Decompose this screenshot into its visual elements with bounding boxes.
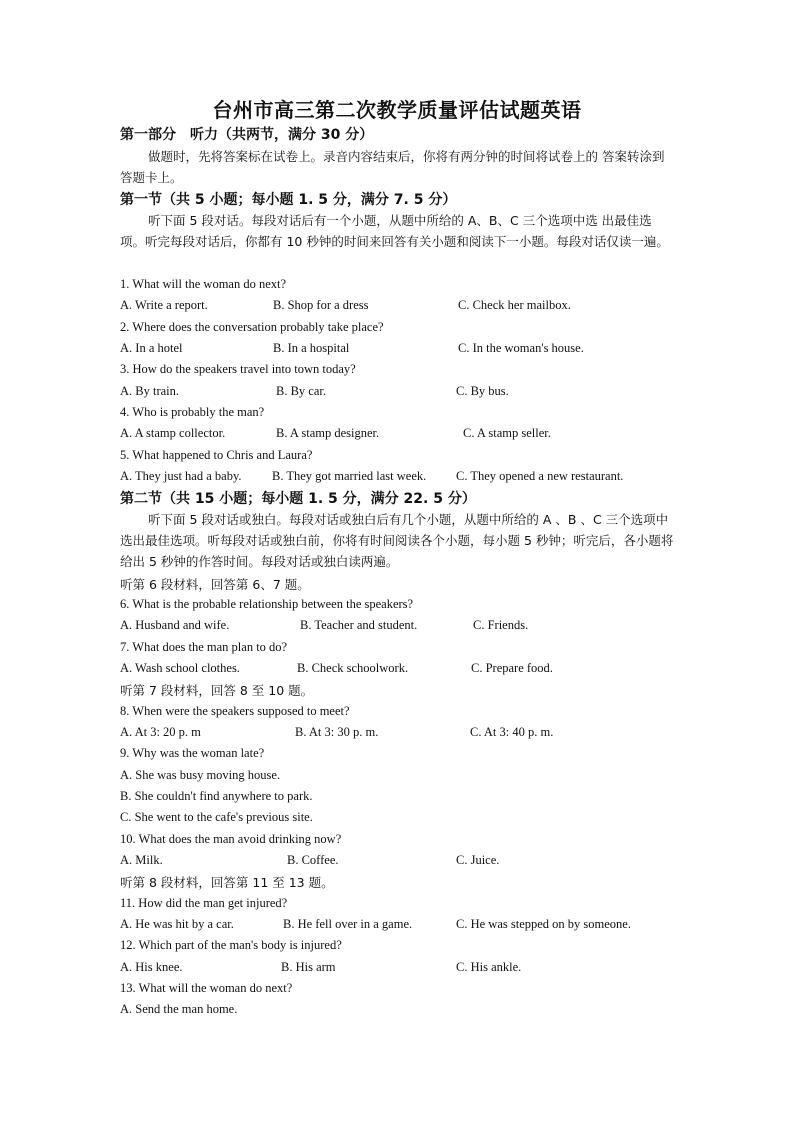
q11-option-c: C. He was stepped on by someone. xyxy=(456,917,631,931)
q5-option-c: C. They opened a new restaurant. xyxy=(456,469,624,483)
part1-intro: 做题时，先将答案标在试卷上。录音内容结束后，你将有两分钟的时间将试卷上的 答案转涂到答题卡上。 xyxy=(120,149,665,186)
question-5: 5. What happened to Chris and Laura? xyxy=(120,448,313,462)
section2-heading: 第二节（共 15 小题；每小题 1. 5 分，满分 22. 5 分） xyxy=(120,491,476,507)
q13-option-a: A. Send the man home. xyxy=(120,1002,238,1016)
q2-option-c: C. In the woman's house. xyxy=(458,341,584,355)
q7-option-c: C. Prepare food. xyxy=(471,661,553,675)
q3-option-b: B. By car. xyxy=(276,384,326,398)
q6-option-c: C. Friends. xyxy=(473,618,529,632)
question-6: 6. What is the probable relationship between the speakers? xyxy=(120,597,414,611)
q4-option-c: C. A stamp seller. xyxy=(463,426,551,440)
q1-option-c: C. Check her mailbox. xyxy=(458,298,571,312)
exam-title: 台州市高三第二次教学质量评估试题英语 xyxy=(212,98,582,122)
question-12: 12. Which part of the man's body is injured? xyxy=(120,938,342,952)
q6-option-a: A. Husband and wife. xyxy=(120,618,230,632)
q8-option-a: A. At 3: 20 p. m xyxy=(120,725,201,739)
question-10: 10. What does the man avoid drinking now? xyxy=(120,832,342,846)
section1-intro: 听下面 5 段对话。每段对话后有一个小题，从题中所给的 A、B、C 三个选项中选 出最佳选项。听完每段对话后，你都有 10 秒钟的时间来回答有关小题和阅读下一小题。每段对话仅读一遍。 xyxy=(120,213,669,250)
q4-option-b: B. A stamp designer. xyxy=(276,426,380,440)
q5-option-b: B. They got married last week. xyxy=(272,469,427,483)
material-7-note: 听第 7 段材料，回答 8 至 10 题。 xyxy=(120,683,314,698)
q12-option-b: B. His arm xyxy=(281,960,336,974)
q10-option-b: B. Coffee. xyxy=(287,853,339,867)
q4-option-a: A. A stamp collector. xyxy=(120,426,226,440)
q3-option-a: A. By train. xyxy=(120,384,180,398)
question-4: 4. Who is probably the man? xyxy=(120,405,265,419)
q8-option-b: B. At 3: 30 p. m. xyxy=(295,725,379,739)
q1-option-a: A. Write a report. xyxy=(120,298,208,312)
question-8: 8. When were the speakers supposed to meet? xyxy=(120,704,350,718)
q7-option-b: B. Check schoolwork. xyxy=(297,661,409,675)
q10-option-c: C. Juice. xyxy=(456,853,500,867)
q11-option-a: A. He was hit by a car. xyxy=(120,917,234,931)
q9-option-b: B. She couldn't find anywhere to park. xyxy=(120,789,313,803)
q7-option-a: A. Wash school clothes. xyxy=(120,661,240,675)
question-7: 7. What does the man plan to do? xyxy=(120,640,288,654)
q3-option-c: C. By bus. xyxy=(456,384,509,398)
material-8-note: 听第 8 段材料，回答第 11 至 13 题。 xyxy=(120,875,334,890)
question-2: 2. Where does the conversation probably take place? xyxy=(120,320,384,334)
q12-option-a: A. His knee. xyxy=(120,960,183,974)
q9-option-c: C. She went to the cafe's previous site. xyxy=(120,810,313,824)
part1-heading: 第一部分 听力（共两节，满分 30 分） xyxy=(120,127,374,143)
section2-intro: 听下面 5 段对话或独白。每段对话或独白后有几个小题，从题中所给的 A 、B 、C 三个选项中选出最佳选项。听每段对话或独白前，你将有时间阅读各个小题，每小题 5 秒钟；听完后，各小题将给出 5 秒钟的作答时间。每段对话或独白读两遍。 xyxy=(120,512,674,570)
q1-option-b: B. Shop for a dress xyxy=(273,298,369,312)
section1-heading: 第一节（共 5 小题；每小题 1. 5 分，满分 7. 5 分） xyxy=(120,192,457,208)
q5-option-a: A. They just had a baby. xyxy=(120,469,242,483)
material-6-note: 听第 6 段材料，回答第 6、7 题。 xyxy=(120,577,310,592)
q2-option-b: B. In a hospital xyxy=(273,341,350,355)
q2-option-a: A. In a hotel xyxy=(120,341,183,355)
q10-option-a: A. Milk. xyxy=(120,853,163,867)
question-9: 9. Why was the woman late? xyxy=(120,746,265,760)
question-3: 3. How do the speakers travel into town today? xyxy=(120,362,356,376)
question-11: 11. How did the man get injured? xyxy=(120,896,288,910)
question-1: 1. What will the woman do next? xyxy=(120,277,287,291)
q11-option-b: B. He fell over in a game. xyxy=(283,917,413,931)
question-13: 13. What will the woman do next? xyxy=(120,981,293,995)
q6-option-b: B. Teacher and student. xyxy=(300,618,418,632)
q9-option-a: A. She was busy moving house. xyxy=(120,768,281,782)
q12-option-c: C. His ankle. xyxy=(456,960,522,974)
q8-option-c: C. At 3: 40 p. m. xyxy=(470,725,554,739)
